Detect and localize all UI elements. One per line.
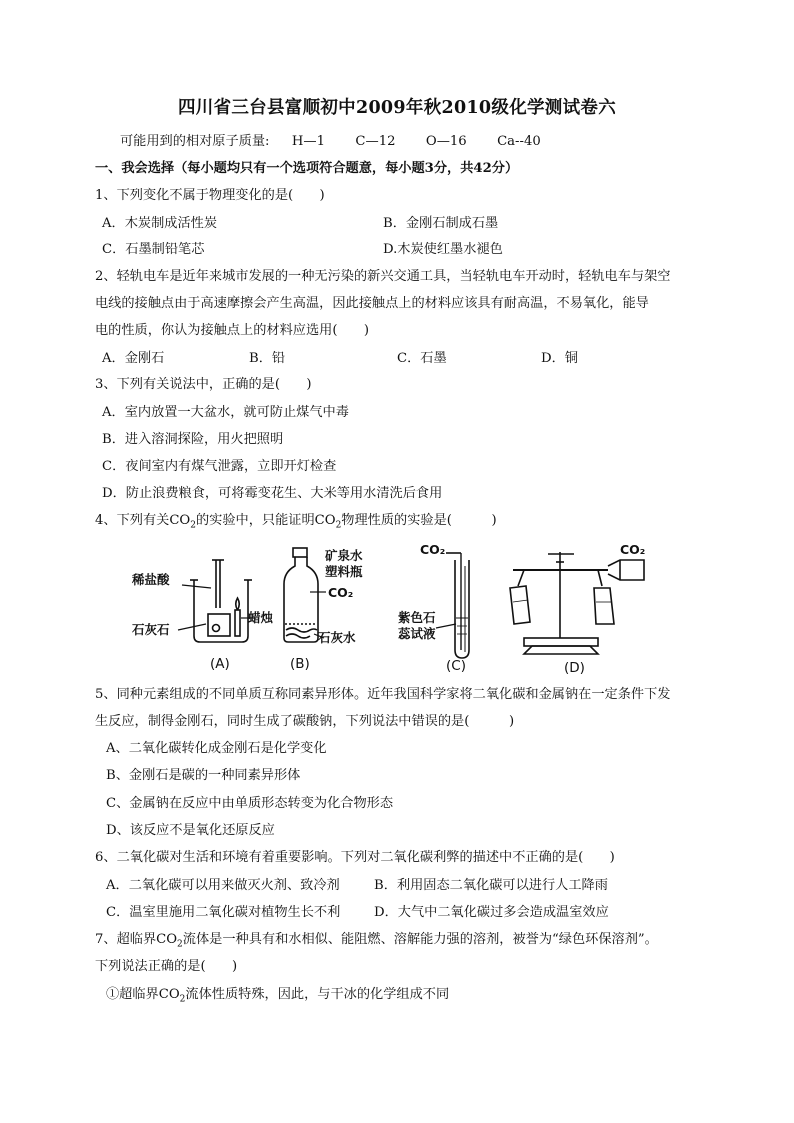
figure-d-balance [510, 552, 644, 654]
q6-option-a: A．二氧化碳可以用来做灭火剂、致冷剂 [106, 878, 340, 893]
q2-option-a: A．金刚石 [102, 351, 165, 366]
q2-line-2: 电线的接触点由于高速摩擦会产生高温，因此接触点上的材料应该具有耐高温，不易氧化，能导 [95, 296, 649, 311]
q7-item-1 [106, 986, 449, 1004]
figure-a-beaker [190, 560, 252, 642]
q6-option-d: D．大气中二氧化碳过多会造成温室效应 [374, 905, 609, 920]
q7-line-1-sub: 2 [177, 939, 183, 950]
figure-b-bottle [284, 548, 318, 642]
figure-b-caption: (B) [290, 656, 310, 672]
q4-stem-part-2: 的实验中，只能证明CO [195, 513, 336, 528]
figure-b-co2-label: CO₂ [328, 585, 354, 600]
figure-c-litmus-label-1: 紫色石 [398, 610, 436, 625]
q7-line-1 [95, 931, 658, 949]
atomic-mass-label: 可能用到的相对原子质量: [120, 134, 270, 149]
q6-stem: 6、二氧化碳对生活和环境有着重要影响。下列对二氧化碳利弊的描述中不正确的是( ) [95, 850, 615, 865]
q5-option-d: D、该反应不是氧化还原反应 [106, 823, 275, 838]
atomic-mass-h: H—1 [291, 134, 326, 149]
q7-item-1-part-2: 流体性质特殊，因此，与干冰的化学组成不同 [185, 987, 450, 1002]
q7-line-2: 下列说法正确的是( ) [95, 959, 238, 974]
q4-stem-sub-1: 2 [190, 520, 196, 531]
q2-option-d: D．铜 [541, 351, 578, 366]
q2-line-1: 2、轻轨电车是近年来城市发展的一种无污染的新兴交通工具，当轻轨电车开动时，轻轨电车与架空 [95, 269, 671, 284]
figure-d-caption: (D) [564, 660, 585, 676]
q1-option-d: D.木炭使红墨水褪色 [383, 242, 503, 257]
section-heading: 一、我会选择（每小题均只有一个选项符合题意，每小题3分，共42分） [95, 161, 519, 176]
figure-a-limestone-label: 石灰石 [132, 622, 170, 637]
q5-option-b: B、金刚石是碳的一种同素异形体 [106, 768, 301, 783]
q1-option-b: B．金刚石制成石墨 [383, 216, 499, 231]
q5-line-1: 5、同种元素组成的不同单质互称同素异形体。近年我国科学家将二氧化碳和金属钠在一定条件下发 [95, 687, 671, 702]
q3-option-d: D．防止浪费粮食，可将霉变花生、大米等用水清洗后食用 [102, 486, 443, 501]
q2-option-b: B．铅 [249, 351, 286, 366]
q4-stem-part-3: 物理性质的实验是( ) [341, 513, 497, 528]
atomic-mass-ca: Ca--40 [497, 134, 541, 149]
q2-line-3: 电的性质，你认为接触点上的材料应选用( ) [95, 323, 370, 338]
q4-stem-part-1: 4、下列有关CO [95, 513, 191, 528]
page-title: 四川省三台县富顺初中2009年秋2010级化学测试卷六 [177, 98, 616, 118]
q3-option-a: A．室内放置一大盆水，就可防止煤气中毒 [102, 405, 349, 420]
figure-a-candle-label: 蜡烛 [248, 610, 274, 625]
figure-d-co2-label: CO₂ [620, 542, 646, 557]
figure-b-bottle-label-1: 矿泉水 [325, 548, 363, 563]
atomic-mass-c: C—12 [355, 134, 396, 149]
q3-option-c: C．夜间室内有煤气泄露，立即开灯检查 [102, 459, 337, 474]
figure-a-hcl-label: 稀盐酸 [132, 572, 170, 587]
q3-stem: 3、下列有关说法中，正确的是( ) [95, 377, 312, 392]
q1-stem: 1、下列变化不属于物理变化的是( ) [95, 188, 325, 203]
figure-c-test-tube [446, 553, 469, 658]
figure-b-bottle-label-2: 塑料瓶 [325, 564, 363, 579]
q4-stem [95, 512, 497, 530]
q7-item-1-sub: 2 [179, 994, 186, 1005]
q5-option-a: A、二氧化碳转化成金刚石是化学变化 [106, 741, 327, 756]
figure-c-co2-label: CO₂ [420, 542, 446, 557]
q3-option-b: B．进入溶洞探险，用火把照明 [102, 432, 284, 447]
q4-stem-sub-2: 2 [335, 520, 342, 531]
q1-option-a: A．木炭制成活性炭 [102, 216, 218, 231]
q6-option-b: B．利用固态二氧化碳可以进行人工降雨 [374, 878, 608, 893]
q6-option-c: C．温室里施用二氧化碳对植物生长不利 [106, 905, 341, 920]
figure-c-caption: (C) [446, 658, 466, 674]
q5-line-2: 生反应，制得金刚石，同时生成了碳酸钠，下列说法中错误的是( ) [95, 714, 515, 729]
q1-option-c: C．石墨制铅笔芯 [102, 242, 205, 257]
q2-option-c: C．石墨 [397, 351, 447, 366]
figure-c-litmus-label-2: 蕊试液 [398, 626, 436, 641]
q4-experiment-figure [128, 538, 658, 678]
q5-option-c: C、金属钠在反应中由单质形态转变为化合物形态 [106, 796, 394, 811]
atomic-mass-o: O—16 [425, 134, 467, 149]
figure-b-limewater-label: 石灰水 [318, 630, 356, 645]
q7-line-1-part-2: 流体是一种具有和水相似、能阻燃、溶解能力强的溶剂，被誉为“绿色环保溶剂”。 [182, 932, 658, 947]
figure-a-caption: (A) [210, 656, 230, 672]
q7-line-1-part-1: 7、超临界CO [95, 932, 178, 947]
q7-item-1-part-1: ①超临界CO [106, 987, 180, 1002]
atomic-mass-line [120, 133, 541, 151]
